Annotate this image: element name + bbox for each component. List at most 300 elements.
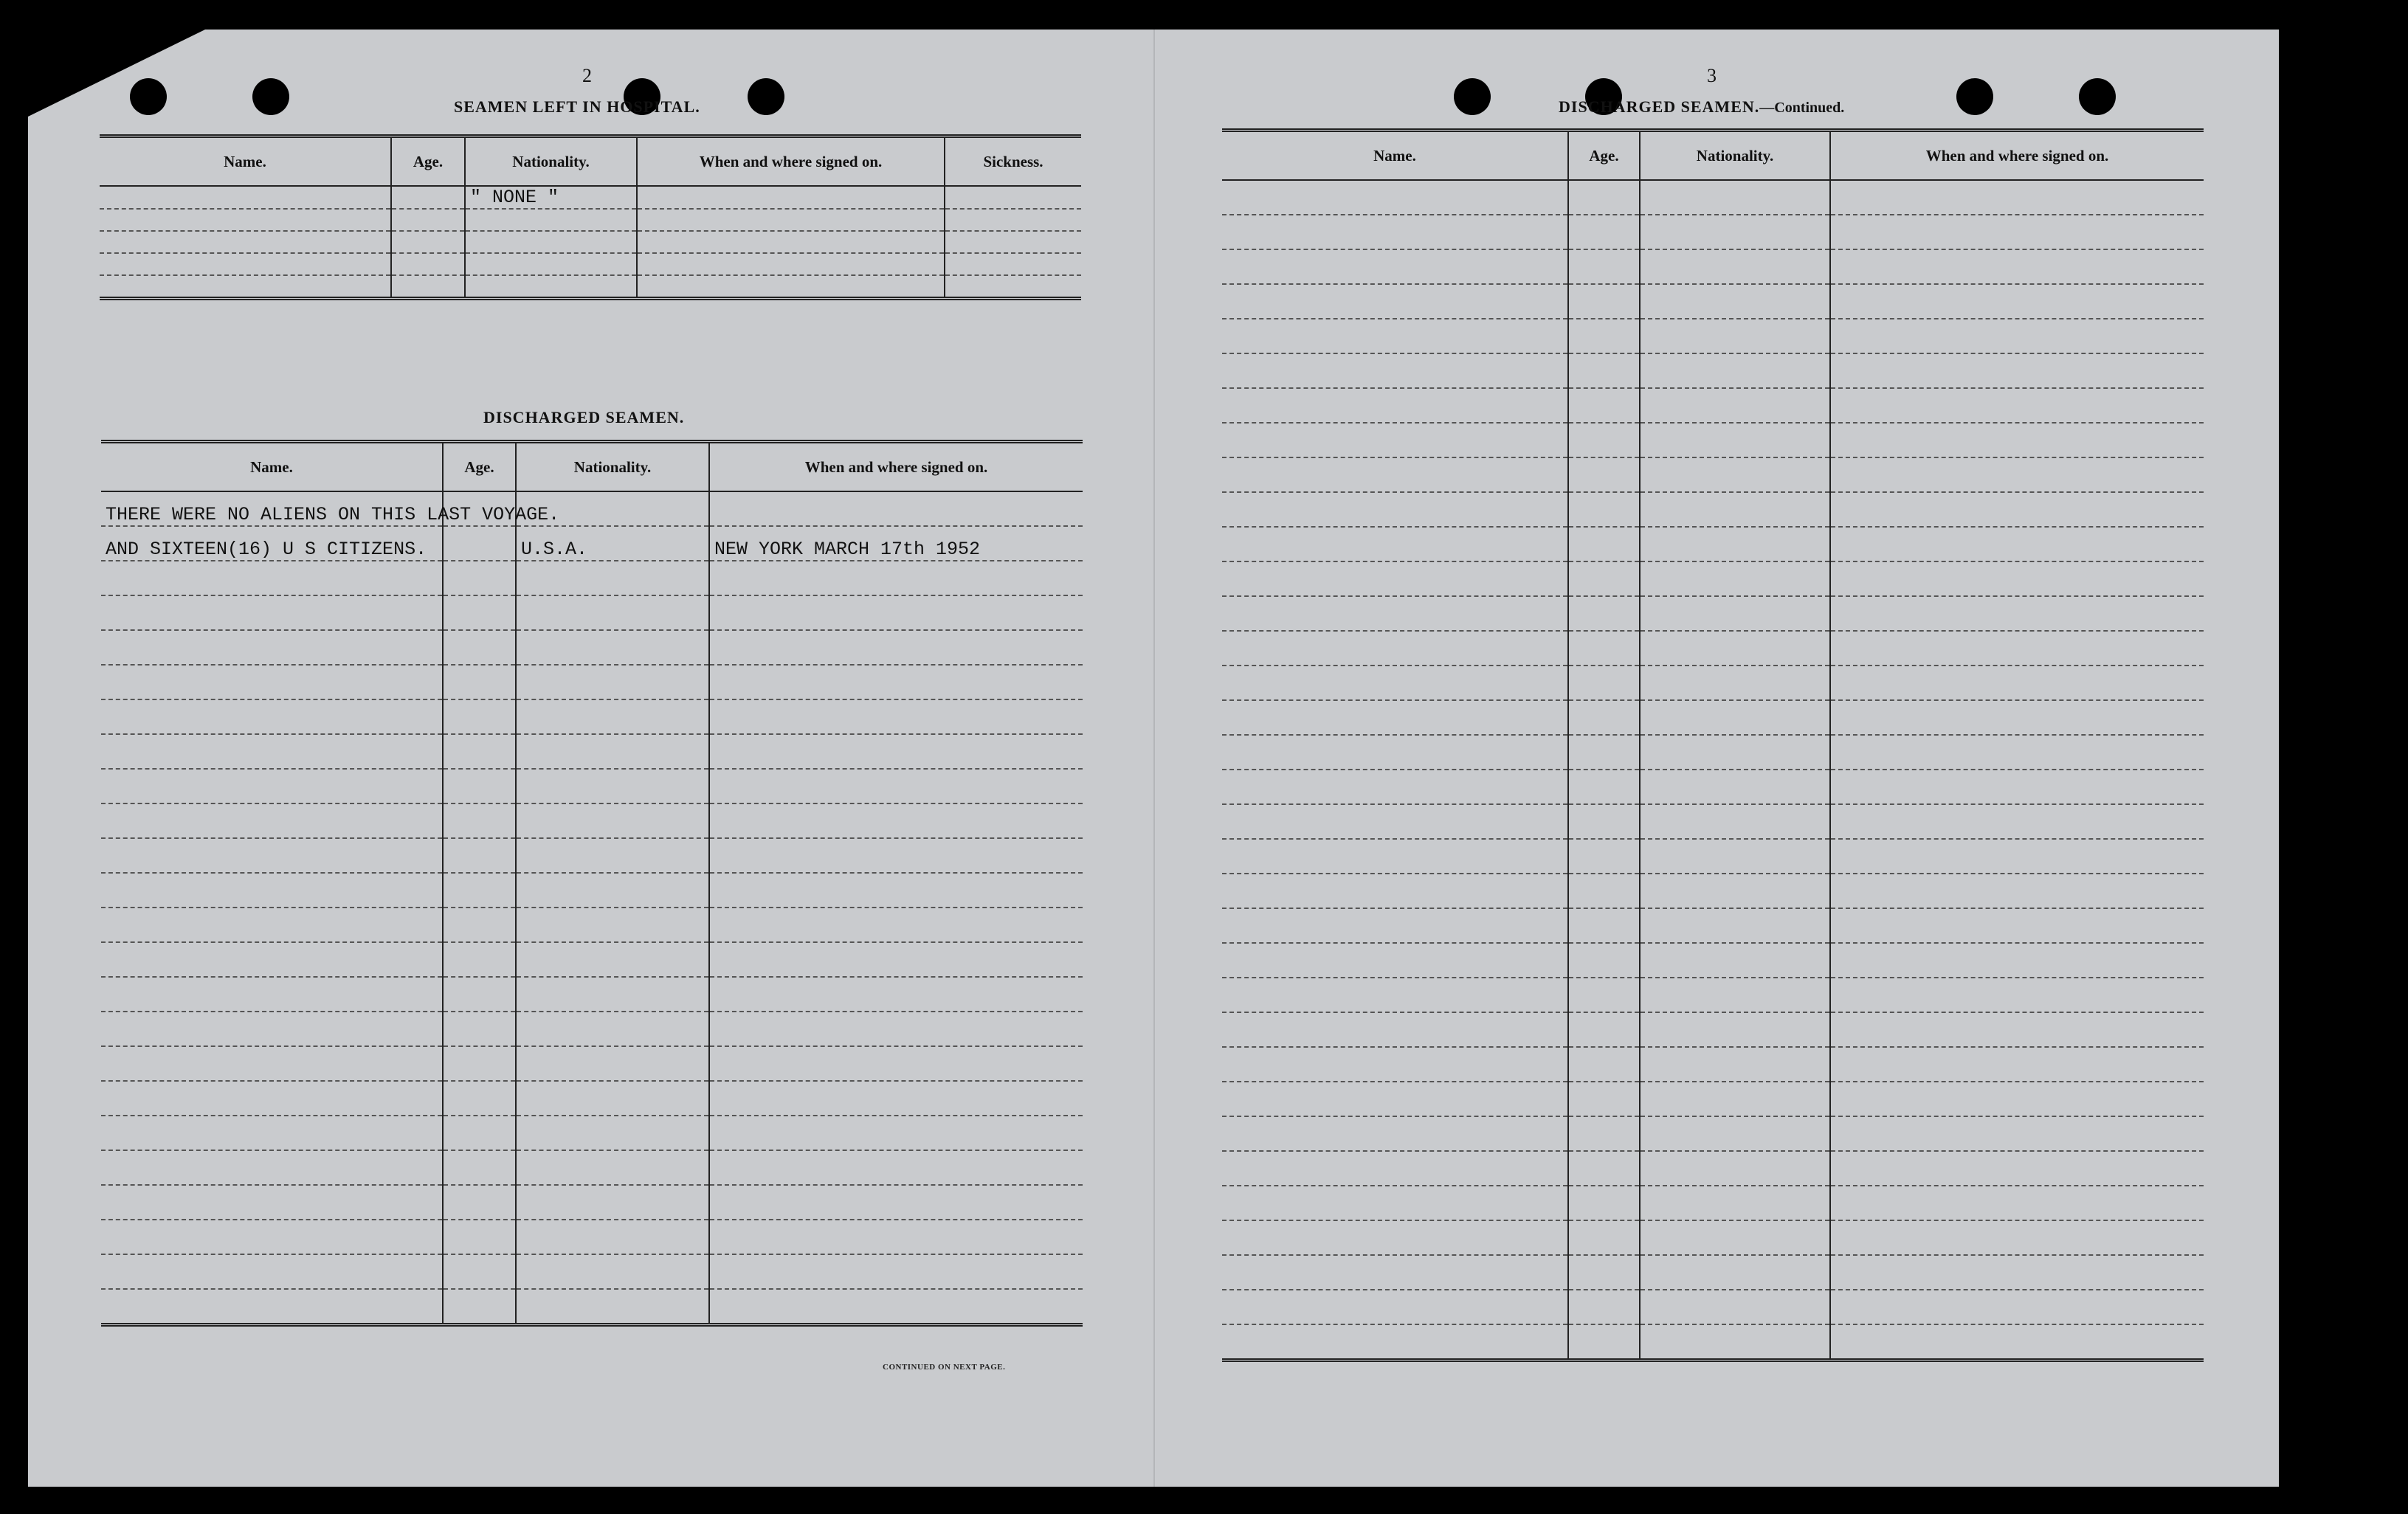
discharged-cell [516, 561, 709, 595]
hospital-cell [391, 186, 465, 209]
discharged-cell [101, 665, 443, 699]
continued-row [1222, 1324, 2204, 1361]
continued-cell [1222, 631, 1568, 666]
continued-cell [1568, 1116, 1640, 1151]
continued-cell [1222, 874, 1568, 908]
discharged-row [101, 977, 1083, 1012]
discharged-cell [516, 803, 709, 838]
discharged-row [101, 1254, 1083, 1289]
discharged-cell [443, 1081, 516, 1116]
discharged-cell [516, 838, 709, 873]
discharged-cell [709, 769, 1083, 803]
hospital-column-header: Age. [391, 136, 465, 187]
continued-row [1222, 874, 2204, 908]
discharged-cell [443, 769, 516, 803]
discharged-cell [516, 873, 709, 908]
continued-cell [1640, 1255, 1830, 1290]
continued-cell [1640, 492, 1830, 527]
continued-cell [1568, 804, 1640, 839]
continued-cell [1830, 908, 2204, 943]
discharged-row [101, 699, 1083, 734]
continued-cell [1222, 1012, 1568, 1047]
discharged-cell [709, 873, 1083, 908]
continued-row [1222, 596, 2204, 631]
continued-cell [1830, 423, 2204, 457]
hospital-cell [637, 231, 945, 253]
continued-cell [1830, 770, 2204, 804]
continued-cell [1222, 215, 1568, 249]
hospital-cell [391, 209, 465, 231]
continued-cell [1830, 1151, 2204, 1186]
continued-cell [1830, 596, 2204, 631]
continued-cell [1568, 1047, 1640, 1082]
discharged-cell: U.S.A. [516, 526, 709, 561]
continued-cell [1568, 908, 1640, 943]
discharged-cell [516, 1081, 709, 1116]
continued-cell [1640, 1151, 1830, 1186]
continued-cell [1222, 527, 1568, 561]
continued-cell [1568, 1324, 1640, 1361]
hospital-header-row [100, 136, 1081, 187]
continued-row [1222, 1186, 2204, 1220]
continued-cell [1568, 215, 1640, 249]
continued-cell [1222, 839, 1568, 874]
hospital-cell [391, 231, 465, 253]
discharged-cell [516, 1116, 709, 1150]
continued-column-header: Nationality. [1640, 131, 1830, 181]
hospital-column-header: When and where signed on. [637, 136, 945, 187]
continued-cell [1640, 527, 1830, 561]
discharged-cell [443, 561, 516, 595]
discharged-cell [709, 1046, 1083, 1081]
continued-row [1222, 249, 2204, 284]
continued-cell [1222, 1082, 1568, 1116]
discharged-cell: THERE WERE NO ALIENS ON THIS LAST VOYAGE. [101, 491, 443, 526]
discharged-table [101, 440, 1083, 1327]
continued-cell [1640, 1290, 1830, 1324]
hospital-row [100, 275, 1081, 299]
discharged-cell [709, 942, 1083, 977]
continued-cell [1830, 388, 2204, 423]
discharged-cell [443, 1046, 516, 1081]
continued-cell [1568, 180, 1640, 215]
continued-row [1222, 908, 2204, 943]
continued-row [1222, 1047, 2204, 1082]
discharged-row [101, 942, 1083, 977]
punch-hole [2079, 78, 2116, 115]
discharged-row [101, 526, 1083, 561]
discharged-row [101, 908, 1083, 942]
continued-row [1222, 353, 2204, 388]
hospital-cell [465, 275, 637, 299]
punch-hole [1454, 78, 1491, 115]
discharged-row [101, 734, 1083, 769]
discharged-cell [443, 630, 516, 665]
continued-cell [1568, 666, 1640, 700]
discharged-cell [709, 1220, 1083, 1254]
discharged-cell [709, 1254, 1083, 1289]
hospital-cell [637, 253, 945, 275]
continued-cell [1640, 874, 1830, 908]
continued-row [1222, 492, 2204, 527]
continued-cell [1568, 1082, 1640, 1116]
continued-cell [1830, 457, 2204, 492]
hospital-cell [100, 209, 391, 231]
discharged-cell [101, 1046, 443, 1081]
discharged-section-title: DISCHARGED SEAMEN. [483, 408, 685, 426]
continued-cell [1830, 1324, 2204, 1361]
discharged-cell [516, 1185, 709, 1220]
discharged-cell [516, 630, 709, 665]
discharged-cell [709, 1116, 1083, 1150]
discharged-row [101, 1116, 1083, 1150]
continued-cell [1830, 1012, 2204, 1047]
continued-column-header: When and where signed on. [1830, 131, 2204, 181]
hospital-cell [465, 231, 637, 253]
discharged-row [101, 665, 1083, 699]
discharged-cell [709, 1012, 1083, 1046]
continued-column-header: Name. [1222, 131, 1568, 181]
discharged-cell [709, 838, 1083, 873]
hospital-cell [637, 186, 945, 209]
continued-cell [1222, 1324, 1568, 1361]
continued-cell [1222, 943, 1568, 978]
continued-cell [1640, 839, 1830, 874]
discharged-cell [709, 665, 1083, 699]
discharged-column-header: When and where signed on. [709, 442, 1083, 492]
continued-cell [1640, 804, 1830, 839]
discharged-cell [101, 769, 443, 803]
continued-cell [1568, 388, 1640, 423]
continued-cell [1568, 1220, 1640, 1255]
continued-row [1222, 1151, 2204, 1186]
hospital-cell [100, 231, 391, 253]
continued-cell [1568, 561, 1640, 596]
continued-cell [1830, 978, 2204, 1012]
hospital-cell [100, 275, 391, 299]
hospital-cell [391, 253, 465, 275]
discharged-row [101, 1289, 1083, 1325]
discharged-cell [516, 1254, 709, 1289]
continued-cell [1830, 631, 2204, 666]
hospital-table [100, 134, 1081, 300]
continued-cell [1640, 180, 1830, 215]
discharged-cell [709, 1185, 1083, 1220]
continued-row [1222, 319, 2204, 353]
discharged-row [101, 1185, 1083, 1220]
continued-cell [1568, 1255, 1640, 1290]
discharged-cell [443, 803, 516, 838]
continued-row [1222, 1220, 2204, 1255]
continued-cell [1222, 1255, 1568, 1290]
continued-cell [1640, 1324, 1830, 1361]
discharged-cell [443, 665, 516, 699]
discharged-cell [443, 699, 516, 734]
hospital-row [100, 231, 1081, 253]
continued-cell [1640, 319, 1830, 353]
continued-cell [1640, 457, 1830, 492]
continued-cell [1568, 631, 1640, 666]
discharged-cell [101, 873, 443, 908]
hospital-column-header: Name. [100, 136, 391, 187]
discharged-cell [101, 1185, 443, 1220]
discharged-row [101, 1150, 1083, 1185]
continued-cell [1640, 1116, 1830, 1151]
page-number-right: 3 [1707, 65, 1717, 86]
discharged-cell [101, 977, 443, 1012]
continued-cell [1222, 978, 1568, 1012]
continued-cell [1830, 804, 2204, 839]
continued-row [1222, 700, 2204, 735]
discharged-cell [709, 595, 1083, 630]
continued-row [1222, 423, 2204, 457]
continued-cell [1222, 353, 1568, 388]
punch-hole [130, 78, 167, 115]
continued-cell [1222, 249, 1568, 284]
discharged-cell [516, 942, 709, 977]
continued-cell [1830, 284, 2204, 319]
discharged-cell [101, 1081, 443, 1116]
continued-cell [1830, 874, 2204, 908]
discharged-cell [101, 561, 443, 595]
hospital-cell [391, 275, 465, 299]
discharged-cell [516, 595, 709, 630]
continued-row [1222, 180, 2204, 215]
continued-cell [1222, 180, 1568, 215]
hospital-column-header: Nationality. [465, 136, 637, 187]
continued-cell [1568, 423, 1640, 457]
continued-cell [1640, 423, 1830, 457]
continued-cell [1222, 1186, 1568, 1220]
continued-cell [1222, 735, 1568, 770]
discharged-cell [516, 1012, 709, 1046]
continued-cell [1568, 839, 1640, 874]
hospital-cell [465, 209, 637, 231]
discharged-row [101, 803, 1083, 838]
hospital-cell [945, 186, 1081, 209]
discharged-cell [516, 908, 709, 942]
continued-cell [1830, 1116, 2204, 1151]
continued-cell [1568, 735, 1640, 770]
discharged-cell [443, 838, 516, 873]
continued-cell [1222, 492, 1568, 527]
continued-cell [1830, 1290, 2204, 1324]
continued-cell [1222, 1116, 1568, 1151]
discharged-cell [101, 908, 443, 942]
discharged-row [101, 1081, 1083, 1116]
continued-header-row [1222, 131, 2204, 181]
continued-cell [1222, 596, 1568, 631]
discharged-cell [709, 1081, 1083, 1116]
hospital-cell [100, 253, 391, 275]
hospital-row [100, 253, 1081, 275]
continued-cell [1222, 770, 1568, 804]
continued-cell [1222, 908, 1568, 943]
discharged-cell [101, 1289, 443, 1325]
discharged-row [101, 873, 1083, 908]
discharged-cell [516, 1289, 709, 1325]
continued-row [1222, 1290, 2204, 1324]
discharged-cell [443, 977, 516, 1012]
continued-row [1222, 839, 2204, 874]
discharged-cell [709, 491, 1083, 526]
continued-cell [1640, 1012, 1830, 1047]
continued-cell [1830, 666, 2204, 700]
discharged-row [101, 838, 1083, 873]
discharged-cell [709, 630, 1083, 665]
discharged-row [101, 595, 1083, 630]
discharged-cell [101, 838, 443, 873]
continued-cell [1830, 215, 2204, 249]
hospital-cell [945, 253, 1081, 275]
continued-cell [1640, 1082, 1830, 1116]
continued-row [1222, 1116, 2204, 1151]
discharged-cell: NEW YORK MARCH 17th 1952 [709, 526, 1083, 561]
discharged-cell [443, 1254, 516, 1289]
continued-cell [1568, 527, 1640, 561]
continued-cell [1222, 388, 1568, 423]
continued-cell [1568, 700, 1640, 735]
continued-row [1222, 527, 2204, 561]
continued-suffix: —Continued. [1759, 100, 1845, 116]
discharged-cell [101, 1012, 443, 1046]
discharged-row [101, 561, 1083, 595]
hospital-cell [637, 209, 945, 231]
discharged-cell [443, 1289, 516, 1325]
discharged-cell [101, 942, 443, 977]
continued-cell [1830, 249, 2204, 284]
continued-cell [1830, 1220, 2204, 1255]
discharged-cell [709, 734, 1083, 769]
continued-row [1222, 1082, 2204, 1116]
hospital-cell [100, 186, 391, 209]
hospital-cell [945, 209, 1081, 231]
continued-cell [1830, 735, 2204, 770]
discharged-cell [101, 1254, 443, 1289]
hospital-cell [945, 231, 1081, 253]
continued-cell [1222, 457, 1568, 492]
continued-cell [1568, 770, 1640, 804]
punch-hole [748, 78, 784, 115]
continued-cell [1830, 1186, 2204, 1220]
continued-cell [1222, 804, 1568, 839]
discharged-cell [443, 1116, 516, 1150]
continued-cell [1640, 215, 1830, 249]
continued-cell [1568, 284, 1640, 319]
punch-hole [1956, 78, 1993, 115]
continued-cell [1830, 353, 2204, 388]
discharged-cell [443, 908, 516, 942]
discharged-row [101, 1046, 1083, 1081]
continued-row [1222, 284, 2204, 319]
continued-cell [1830, 561, 2204, 596]
discharged-cell [101, 803, 443, 838]
discharged-cell [516, 1046, 709, 1081]
continued-cell [1830, 492, 2204, 527]
discharged-cell [101, 1220, 443, 1254]
discharged-cell [516, 665, 709, 699]
discharged-row [101, 630, 1083, 665]
discharged-continued-title [1559, 97, 1844, 117]
continued-cell [1830, 1082, 2204, 1116]
continued-cell [1568, 1290, 1640, 1324]
continued-row [1222, 215, 2204, 249]
continued-row [1222, 631, 2204, 666]
discharged-cell [516, 977, 709, 1012]
continued-cell [1222, 666, 1568, 700]
discharged-cell [443, 1012, 516, 1046]
continued-cell [1640, 978, 1830, 1012]
continued-cell [1222, 319, 1568, 353]
continued-row [1222, 1255, 2204, 1290]
discharged-column-header: Nationality. [516, 442, 709, 492]
continued-row [1222, 770, 2204, 804]
continued-row [1222, 457, 2204, 492]
continued-cell [1830, 319, 2204, 353]
continued-cell [1640, 561, 1830, 596]
continued-cell [1640, 1220, 1830, 1255]
continued-cell [1830, 180, 2204, 215]
continued-cell [1222, 1220, 1568, 1255]
continued-cell [1222, 1290, 1568, 1324]
continued-cell [1568, 596, 1640, 631]
continued-cell [1568, 1151, 1640, 1186]
discharged-row [101, 1220, 1083, 1254]
continued-cell [1830, 943, 2204, 978]
continued-cell [1568, 249, 1640, 284]
hospital-row [100, 186, 1081, 209]
continued-cell [1640, 388, 1830, 423]
continued-cell [1640, 596, 1830, 631]
discharged-cell [443, 1150, 516, 1185]
continued-cell [1568, 353, 1640, 388]
hospital-column-header: Sickness. [945, 136, 1081, 187]
continued-row [1222, 804, 2204, 839]
continued-row [1222, 666, 2204, 700]
continued-cell [1640, 1186, 1830, 1220]
discharged-continued-title-text: DISCHARGED SEAMEN. [1559, 97, 1760, 116]
discharged-cell [709, 561, 1083, 595]
discharged-cell [101, 595, 443, 630]
discharged-cell [709, 908, 1083, 942]
hospital-cell [637, 275, 945, 299]
continued-cell [1640, 700, 1830, 735]
continued-cell [1640, 943, 1830, 978]
continued-cell [1640, 770, 1830, 804]
continued-cell [1568, 943, 1640, 978]
hospital-cell [465, 253, 637, 275]
hospital-cell: " NONE " [465, 186, 637, 209]
continued-cell [1830, 527, 2204, 561]
discharged-header-row [101, 442, 1083, 492]
continued-cell [1830, 700, 2204, 735]
continued-cell [1830, 839, 2204, 874]
discharged-cell: AND SIXTEEN(16) U S CITIZENS. [101, 526, 443, 561]
discharged-cell [516, 1150, 709, 1185]
continued-cell [1222, 423, 1568, 457]
continued-row [1222, 943, 2204, 978]
continued-cell [1568, 978, 1640, 1012]
discharged-row [101, 769, 1083, 803]
discharged-cell [709, 1289, 1083, 1325]
continued-cell [1222, 284, 1568, 319]
hospital-row [100, 209, 1081, 231]
continued-row [1222, 735, 2204, 770]
continued-row [1222, 561, 2204, 596]
discharged-cell [443, 595, 516, 630]
discharged-cell [101, 630, 443, 665]
page-number-left: 2 [582, 65, 592, 86]
